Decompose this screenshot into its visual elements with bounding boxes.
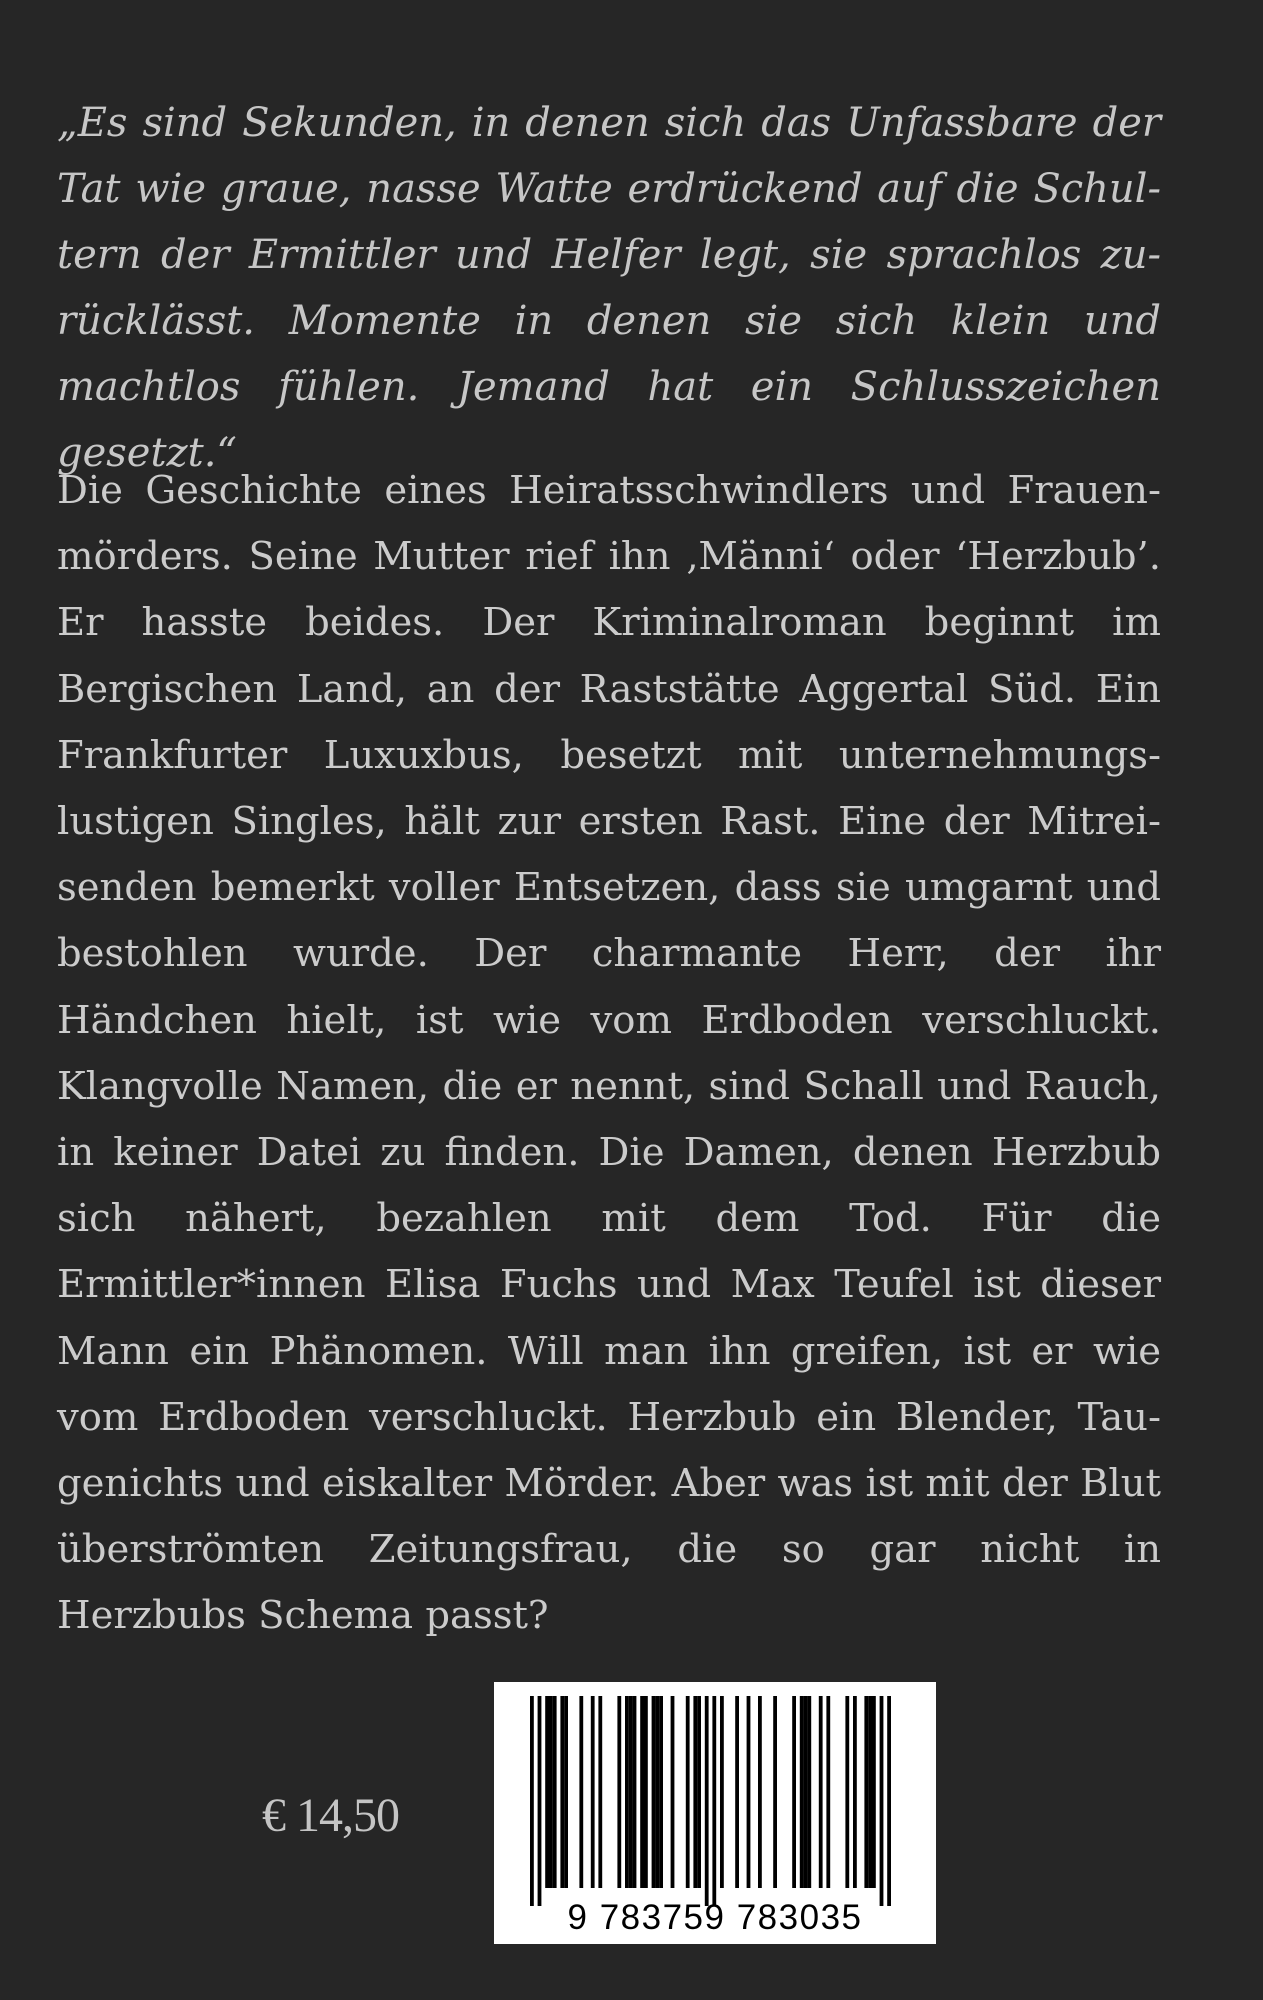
barcode-bar — [804, 1696, 808, 1888]
barcode-bar — [845, 1696, 849, 1888]
barcode-bar — [560, 1696, 564, 1888]
barcode-bar — [868, 1696, 872, 1888]
barcode-bar — [853, 1696, 857, 1888]
barcode-bar — [712, 1696, 716, 1906]
barcode-bar — [887, 1696, 891, 1906]
isbn-number: 9 783759 783035 — [567, 1898, 863, 1937]
barcode-bar — [864, 1696, 868, 1888]
barcode-bar — [819, 1696, 823, 1888]
barcode-bar — [633, 1696, 637, 1888]
barcode-bar — [872, 1696, 876, 1888]
barcode-bar — [747, 1696, 751, 1888]
barcode-bar — [545, 1696, 549, 1888]
barcode-bar — [686, 1696, 690, 1888]
barcode-bar — [629, 1696, 633, 1888]
barcode-bar — [591, 1696, 595, 1888]
barcode-bar — [705, 1696, 709, 1906]
isbn-barcode — [494, 1682, 936, 1944]
barcode-bar — [659, 1696, 663, 1888]
barcode-bar — [720, 1696, 724, 1888]
blurb-paragraph: Die Geschichte eines Heiratsschwindlers und Frauenmörders. Seine Mutter rief ihn ‚Männi‘ oder ‘Herzbub’. Er hasste beides. Der Kriminalroman beginnt im Bergischen Land, an der Raststätte Aggertal Süd. Ein Frankfurter Luxuxbus, besetzt mit unternehmungslustigen Singles, hält zur ersten Rast. Eine der Mitreisenden bemerkt voller Entsetzen, dass sie umgarnt und bestohlen wurde. Der charmante Herr, der ihr Händchen hielt, ist wie vom Erdboden verschluckt. Klangvolle Namen, die er nennt, sind Schall und Rauch, in keiner Datei zu finden. Die Damen, denen Herzbub sich nähert, bezahlen mit dem Tod. Für die Ermittler*innen Elisa Fuchs und Max Teufel ist dieser Mann ein Phänomen. Will man ihn greifen, ist er wie vom Erdboden verschluckt. Herzbub ein Blender, Taugenichts und eiskalter Mörder. Aber was ist mit der Blut überströmten Zeitungsfrau, die so gar nicht in Herzbubs Schema passt? — [57, 468, 1161, 1639]
barcode-bar — [792, 1696, 796, 1888]
price-label: € 14,50 — [262, 1789, 399, 1842]
barcode-bar — [693, 1696, 697, 1888]
barcode-bar — [644, 1696, 648, 1888]
barcode-bar — [640, 1696, 644, 1888]
barcode-bar — [697, 1696, 701, 1888]
barcode-bar — [652, 1696, 656, 1888]
barcode-bar — [530, 1696, 534, 1906]
barcode-bar — [579, 1696, 583, 1888]
barcode-bar — [564, 1696, 568, 1888]
barcode-bar — [800, 1696, 804, 1888]
barcode-bar — [735, 1696, 739, 1888]
barcode-bar — [598, 1696, 602, 1888]
barcode-bar — [773, 1696, 777, 1888]
barcode-bar — [758, 1696, 762, 1888]
quote-paragraph: „Es sind Sekunden, in denen sich das Unfassbare der Tat wie graue, nasse Watte erdrückend auf die Schultern der Ermittler und Helfer legt, sie sprachlos zurücklässt. Momente in denen sie sich klein und machtlos fühlen. Jemand hat ein Schlusszeichen gesetzt.“ — [57, 100, 1161, 476]
barcode-bar — [549, 1696, 553, 1888]
barcode-bar — [553, 1696, 557, 1888]
barcode-bar — [671, 1696, 675, 1888]
barcode-bar — [538, 1696, 542, 1906]
barcode-bar — [625, 1696, 629, 1888]
barcode-bar — [617, 1696, 621, 1888]
barcode-bar — [826, 1696, 830, 1888]
barcode-bar — [807, 1696, 811, 1888]
barcode-bar — [655, 1696, 659, 1888]
barcode-bar — [880, 1696, 884, 1906]
